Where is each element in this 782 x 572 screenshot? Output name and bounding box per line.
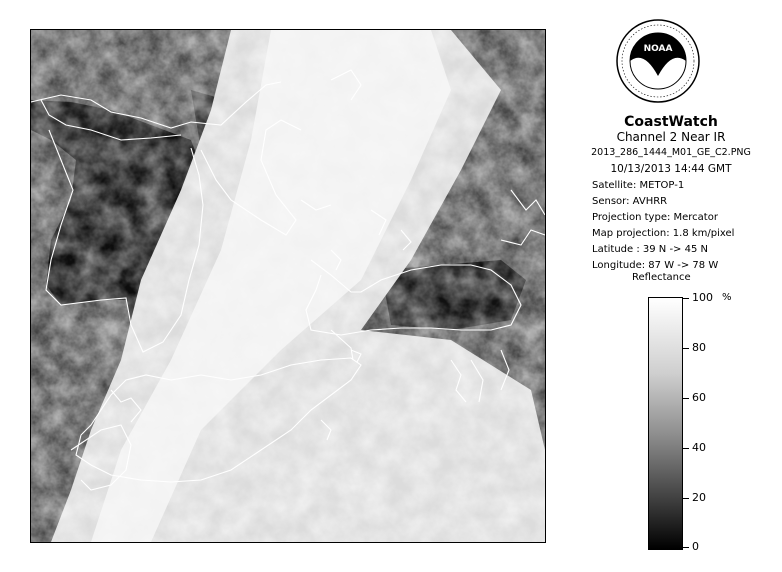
- reflectance-colorbar: [648, 297, 683, 550]
- satellite-image: [30, 29, 546, 543]
- legend-unit: %: [722, 292, 732, 303]
- colorbar-tick: [682, 448, 689, 449]
- map-projection-info: Map projection: 1.8 km/pixel: [592, 228, 735, 239]
- legend-title: Reflectance: [632, 272, 691, 283]
- logo-text: NOAA: [643, 44, 673, 54]
- colorbar-tick-label: 60: [692, 391, 706, 404]
- colorbar-tick-label: 80: [692, 341, 706, 354]
- colorbar-tick: [682, 498, 689, 499]
- projection-info: Projection type: Mercator: [592, 212, 718, 223]
- product-title: CoastWatch: [624, 114, 718, 130]
- noaa-logo: [615, 18, 701, 104]
- channel-label: Channel 2 Near IR: [616, 130, 726, 144]
- colorbar-tick-label: 20: [692, 491, 706, 504]
- satellite-info: Satellite: METOP-1: [592, 180, 685, 191]
- file-name: 2013_286_1444_M01_GE_C2.PNG: [591, 147, 751, 158]
- colorbar-tick: [682, 298, 689, 299]
- colorbar-tick: [682, 398, 689, 399]
- date-time: 10/13/2013 14:44 GMT: [610, 163, 732, 175]
- colorbar-tick: [682, 547, 689, 548]
- colorbar-tick-label: 100: [692, 291, 713, 304]
- sensor-info: Sensor: AVHRR: [592, 196, 668, 207]
- latitude-info: Latitude : 39 N -> 45 N: [592, 244, 708, 255]
- colorbar-tick-label: 40: [692, 441, 706, 454]
- longitude-info: Longitude: 87 W -> 78 W: [592, 260, 719, 271]
- colorbar-tick-label: 0: [692, 540, 699, 553]
- colorbar-tick: [682, 348, 689, 349]
